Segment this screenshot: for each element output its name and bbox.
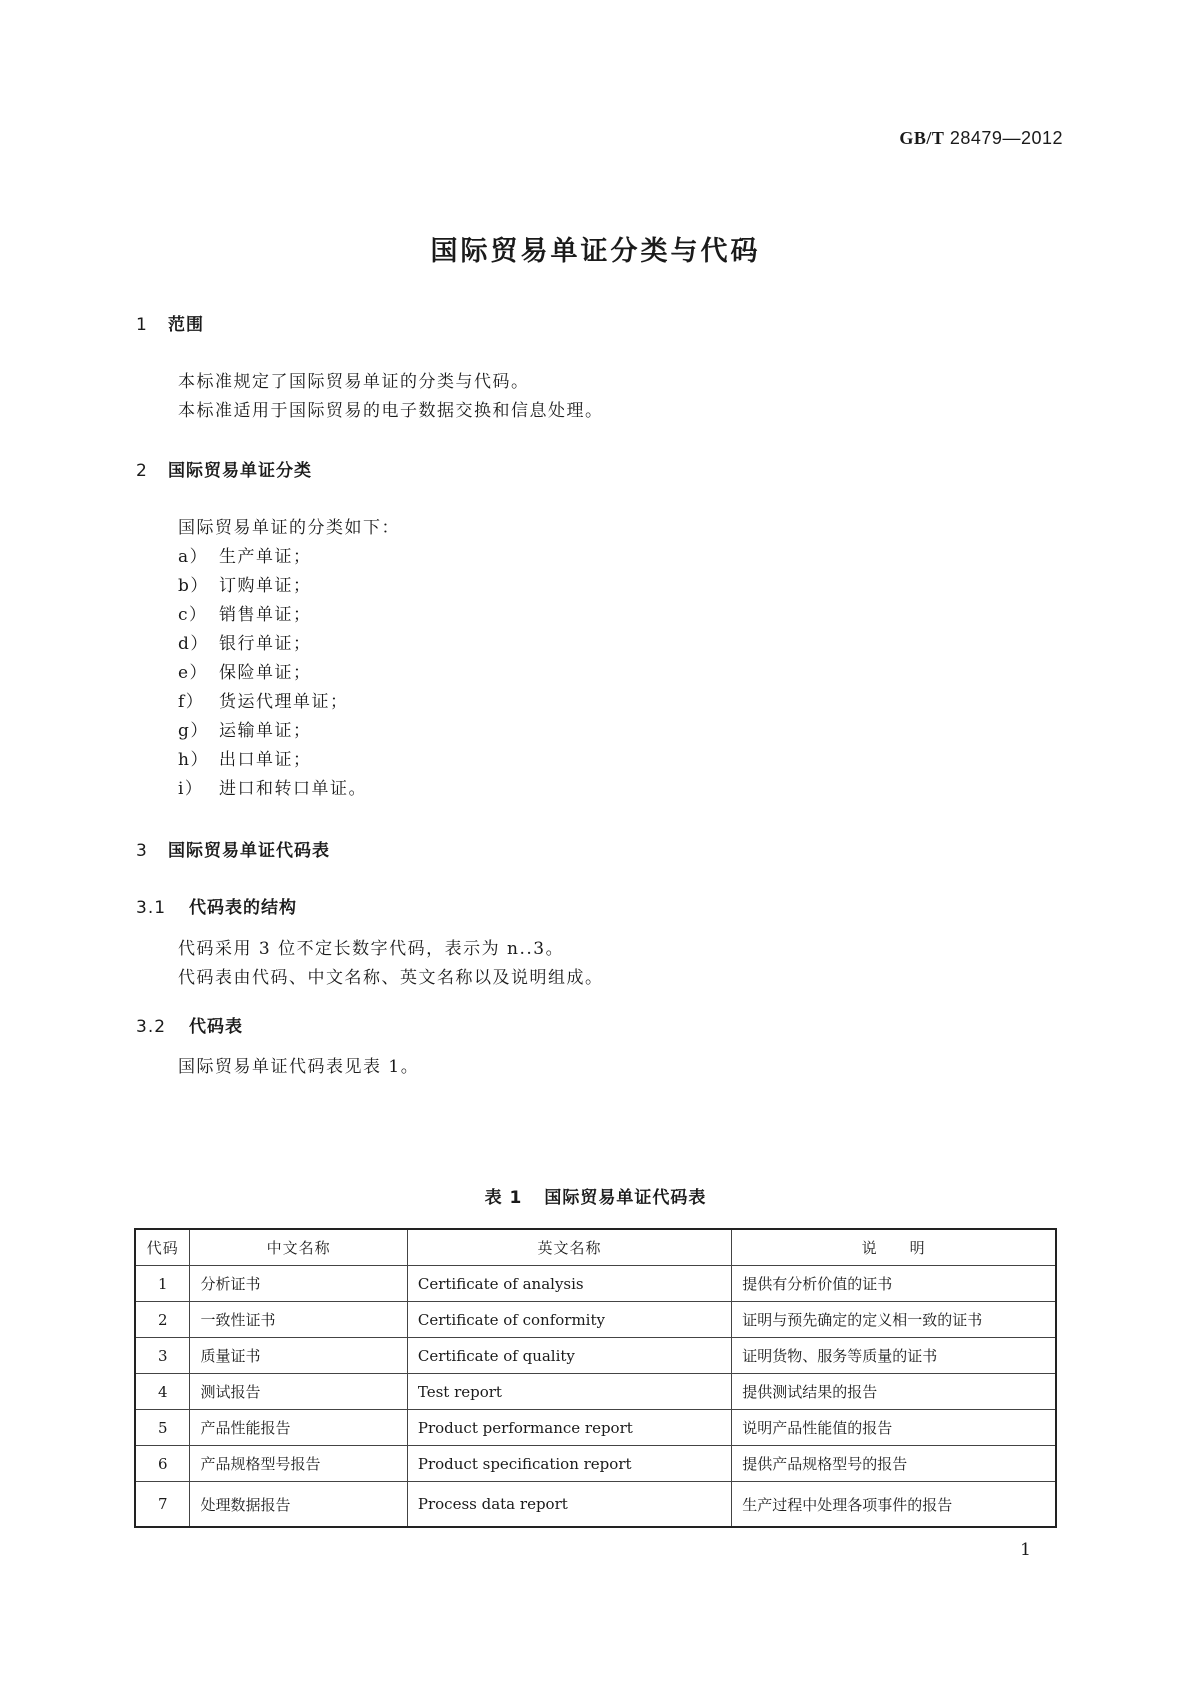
table-row [135, 1338, 1056, 1374]
paragraph: 国际贸易单证代码表见表 1。 [178, 1057, 420, 1077]
cell-description: 说明产品性能值的报告 [732, 1410, 1056, 1446]
cell-chinese-name: 产品性能报告 [190, 1410, 407, 1446]
section-number: 3.2 [136, 1017, 167, 1037]
list-text: 运输单证； [219, 721, 312, 741]
list-marker: a） [178, 547, 209, 567]
code-table [134, 1228, 1057, 1528]
section-3-heading [136, 836, 330, 861]
header-chinese-name: 中文名称 [190, 1229, 407, 1266]
table-row [135, 1266, 1056, 1302]
cell-code: 5 [135, 1410, 190, 1446]
paragraph: 本标准规定了国际贸易单证的分类与代码。 [178, 372, 530, 392]
document-title: 国际贸易单证分类与代码 [430, 236, 761, 267]
list-item [178, 600, 312, 625]
table-row [135, 1446, 1056, 1482]
table-caption [0, 1183, 1191, 1208]
section-number: 3 [136, 841, 148, 861]
section-2-heading [136, 456, 312, 481]
list-marker: e） [178, 663, 209, 683]
list-text: 进口和转口单证。 [219, 779, 367, 799]
table-row [135, 1374, 1056, 1410]
cell-english-name: Test report [407, 1374, 731, 1410]
cell-english-name: Process data report [407, 1482, 731, 1528]
paragraph: 本标准适用于国际贸易的电子数据交换和信息处理。 [178, 401, 604, 421]
header-code: 代码 [135, 1229, 190, 1266]
list-item [178, 745, 312, 770]
list-marker: g） [178, 721, 209, 741]
cell-code: 4 [135, 1374, 190, 1410]
list-marker: f） [178, 692, 205, 712]
paragraph: 代码采用 3 位不定长数字代码，表示为 n..3。 [178, 939, 565, 959]
section-title: 国际贸易单证分类 [168, 461, 312, 481]
cell-description: 证明与预先确定的定义相一致的证书 [732, 1302, 1056, 1338]
cell-english-name: Product specification report [407, 1446, 731, 1482]
section-title: 代码表的结构 [189, 898, 297, 918]
table-row [135, 1302, 1056, 1338]
section-1-heading [136, 310, 204, 335]
paragraph: 国际贸易单证的分类如下： [178, 518, 400, 538]
list-item [178, 774, 367, 799]
cell-code: 3 [135, 1338, 190, 1374]
list-item [178, 687, 349, 712]
list-text: 出口单证； [219, 750, 312, 770]
cell-chinese-name: 分析证书 [190, 1266, 407, 1302]
list-item [178, 629, 312, 654]
list-item [178, 716, 312, 741]
cell-english-name: Certificate of quality [407, 1338, 731, 1374]
section-title: 范围 [168, 315, 204, 335]
list-text: 银行单证； [219, 634, 312, 654]
section-number: 3.1 [136, 898, 167, 918]
section-title: 国际贸易单证代码表 [168, 841, 330, 861]
list-item [178, 571, 312, 596]
cell-chinese-name: 质量证书 [190, 1338, 407, 1374]
section-3-1-heading [136, 893, 297, 918]
header-english-name: 英文名称 [407, 1229, 731, 1266]
standard-code: 28479—2012 [949, 128, 1063, 148]
cell-chinese-name: 测试报告 [190, 1374, 407, 1410]
cell-description: 提供产品规格型号的报告 [732, 1446, 1056, 1482]
list-item [178, 542, 312, 567]
cell-code: 2 [135, 1302, 190, 1338]
list-text: 保险单证； [219, 663, 312, 683]
cell-chinese-name: 一致性证书 [190, 1302, 407, 1338]
section-number: 2 [136, 461, 148, 481]
header-description: 说 明 [732, 1229, 1056, 1266]
section-3-2-heading [136, 1012, 243, 1037]
paragraph: 代码表由代码、中文名称、英文名称以及说明组成。 [178, 968, 604, 988]
list-marker: b） [178, 576, 209, 596]
standard-prefix: GB/T [899, 128, 945, 148]
cell-code: 6 [135, 1446, 190, 1482]
cell-english-name: Certificate of analysis [407, 1266, 731, 1302]
list-text: 生产单证； [219, 547, 312, 567]
page-number: 1 [1020, 1540, 1031, 1560]
cell-description: 生产过程中处理各项事件的报告 [732, 1482, 1056, 1528]
cell-code: 1 [135, 1266, 190, 1302]
cell-description: 证明货物、服务等质量的证书 [732, 1338, 1056, 1374]
list-text: 订购单证； [219, 576, 312, 596]
list-text: 销售单证； [219, 605, 312, 625]
table-header-row [135, 1229, 1056, 1266]
list-marker: i） [178, 779, 204, 799]
standard-number [899, 128, 1063, 149]
cell-english-name: Certificate of conformity [407, 1302, 731, 1338]
list-marker: d） [178, 634, 209, 654]
section-number: 1 [136, 315, 148, 335]
table-row [135, 1410, 1056, 1446]
cell-chinese-name: 处理数据报告 [190, 1482, 407, 1528]
cell-code: 7 [135, 1482, 190, 1528]
cell-english-name: Product performance report [407, 1410, 731, 1446]
table-caption-label: 表 1 [484, 1188, 523, 1208]
cell-chinese-name: 产品规格型号报告 [190, 1446, 407, 1482]
table-row [135, 1482, 1056, 1528]
cell-description: 提供有分析价值的证书 [732, 1266, 1056, 1302]
list-marker: h） [178, 750, 209, 770]
table-caption-title: 国际贸易单证代码表 [544, 1188, 707, 1208]
list-marker: c） [178, 605, 208, 625]
section-title: 代码表 [189, 1017, 243, 1037]
cell-description: 提供测试结果的报告 [732, 1374, 1056, 1410]
list-text: 货运代理单证； [219, 692, 349, 712]
list-item [178, 658, 312, 683]
